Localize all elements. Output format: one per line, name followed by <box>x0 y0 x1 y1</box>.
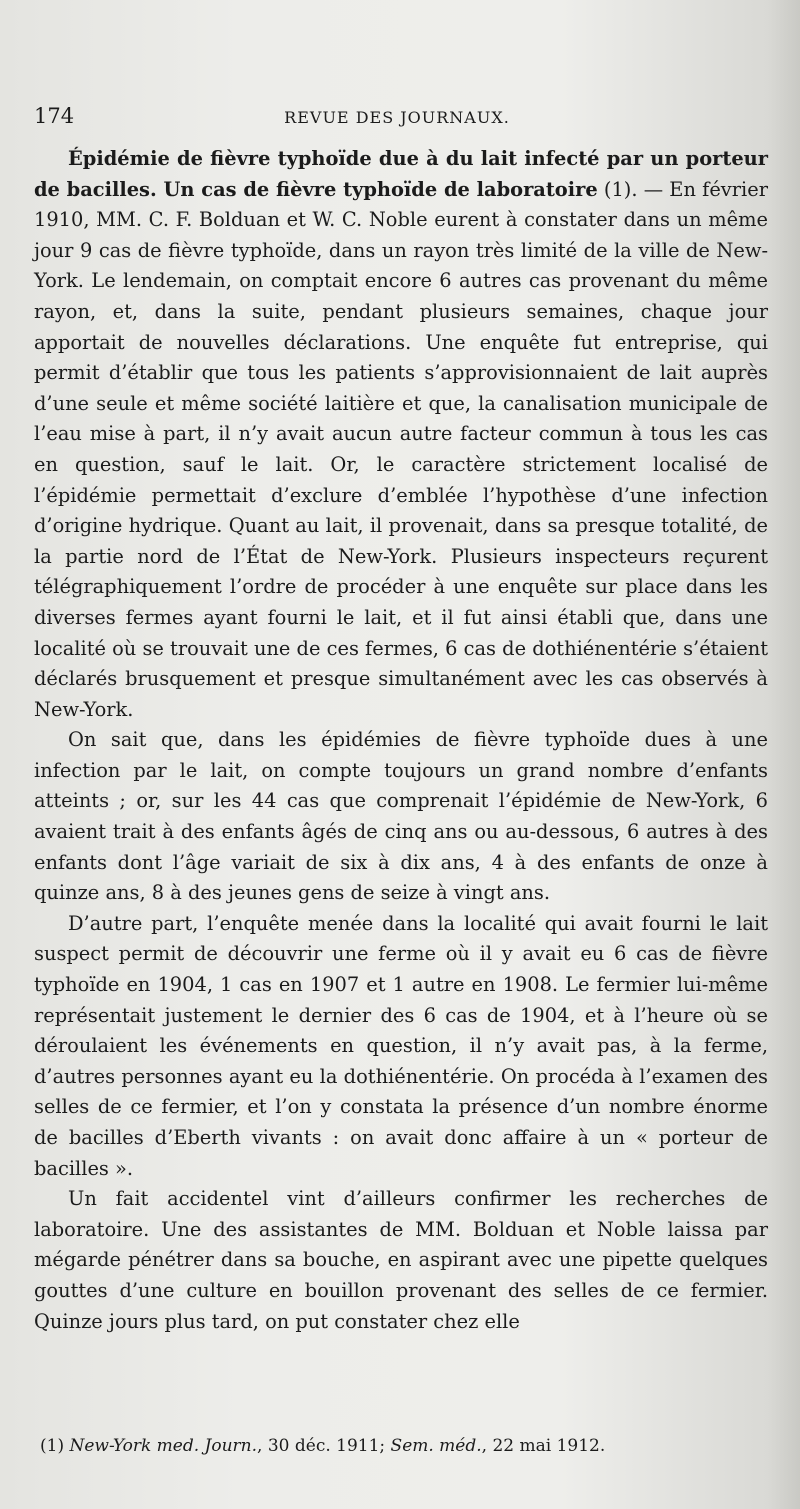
article-paragraph-2: On sait que, dans les épidémies de fièvre typhoïde dues à une infection par le lait, on compte toujours un grand nombre d’enfants atteints ; or, sur les 44 cas que comprenait l’épidémie de New-York, 6 avaient trait à des enfants âgés de cinq ans ou au-dessous, 6 autres à des enfants dont l’âge variait de six à dix ans, 4 à des enfants de onze à quinze ans, 8 à des jeunes gens de seize à vingt ans. <box>34 728 768 905</box>
footnote <box>40 1436 760 1456</box>
footnote-journal-2: Sem. méd. <box>390 1436 482 1456</box>
article-paragraph-3: D’autre part, l’enquête menée dans la localité qui avait fourni le lait suspect permit de découvrir une ferme où il y avait eu 6 cas de fièvre typhoïde en 1904, 1 cas en 1907 et 1 autre en 1908. Le fermier lui-même représentait justement le dernier des 6 cas de 1904, et à l’heure où se déroulaient les événements en question, il n’y avait pas, à la ferme, d’autres personnes ayant eu la dothiénentérie. On procéda à l’examen des selles de ce fermier, et l’on y constata la présence d’un nombre énorme de bacilles d’Eberth vivants : on avait donc affaire à un « porteur de bacilles ». <box>34 911 768 1180</box>
footnote-journal-1: New-York med. Journ. <box>69 1436 258 1456</box>
footnote-date-1: , 30 déc. 1911; <box>257 1436 391 1456</box>
page-header <box>34 104 760 132</box>
article-body <box>34 144 768 1337</box>
footnote-marker: (1) <box>40 1436 65 1456</box>
running-head: REVUE DES JOURNAUX. <box>284 108 510 127</box>
page-number: 174 <box>34 104 75 128</box>
article-paragraph-4: Un fait accidentel vint d’ailleurs confirmer les recherches de laboratoire. Une des assistantes de MM. Bolduan et Noble laissa par mégarde pénétrer dans sa bouche, en aspirant avec une pipette quelques gouttes d’une culture en bouillon provenant des selles de ce fermier. Quinze jours plus tard, on put constater chez elle <box>34 1187 768 1333</box>
article-title: Épidémie de fièvre typhoïde due à du lait infecté par un porteur de bacilles. Un cas de fièvre typhoïde de laboratoire <box>34 147 768 201</box>
footnote-date-2: , 22 mai 1912. <box>481 1436 606 1456</box>
footnote-reference: (1). <box>603 177 638 201</box>
paragraph-1-text: — En février 1910, MM. C. F. Bolduan et W. C. Noble eurent à constater dans un même jour 9 cas de fièvre typhoïde, dans un rayon très limité de la ville de New-York. Le lendemain, on comptait encore 6 autres cas provenant du même rayon, et, dans la suite, pendant plusieurs semaines, chaque jour apportait de nouvelles déclarations. Une enquête fut entreprise, qui permit d’établir que tous les patients s’approvisionnaient de lait auprès d’une seule et même société laitière et que, la canalisation municipale de l’eau mise à part, il n’y avait aucun autre facteur commun à tous les cas en question, sauf le lait. Or, le caractère strictement localisé de l’épidémie permettait d’exclure d’emblée l’hypothèse d’une infection d’origine hydrique. Quant au lait, il provenait, dans sa presque totalité, de la partie nord de l’État de New-York. Plusieurs inspecteurs reçurent télégraphiquement l’ordre de procéder à une enquête sur place dans les diverses fermes ayant fourni le lait, et il fut ainsi établi que, dans une localité où se trouvait une de ces fermes, 6 cas de dothiénentérie s’étaient déclarés brusquement et presque simultanément avec les cas observés à New-York. <box>34 177 768 721</box>
article-paragraph-1 <box>34 144 768 725</box>
